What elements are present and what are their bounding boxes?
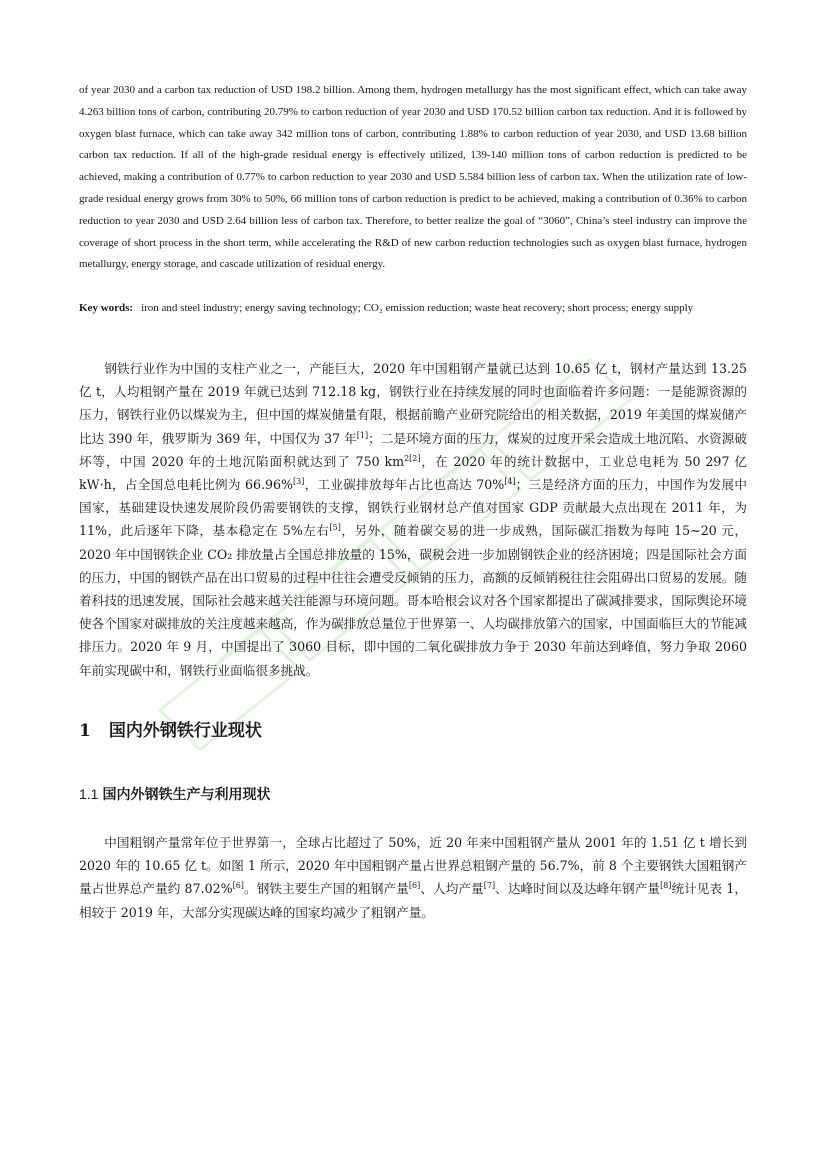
intro-paragraph xyxy=(79,357,747,682)
abstract-text: of year 2030 and a carbon tax reduction of USD 198.2 billion. Among them, hydrogen metallurgy has the most significant effect, which can take away 4.263 billion tons of carbon, contributing 20.79% to carbon reduction of year 2030 and USD 170.52 billion carbon tax reduction. And it is followed by oxygen blast furnace, which can take away 342 million tons of carbon, contributing 1.88% to carbon reduction of year 2030, and USD 13.68 billion carbon tax reduction. If all of the high-grade residual energy is effectively utilized, 139-140 million tons of carbon reduction is predicted to be achieved, making a contribution of 0.77% to carbon reduction to year 2030 and USD 5.584 billion less of carbon tax. When the utilization rate of low-grade residual energy grows from 30% to 50%, 66 million tons of carbon reduction is predict to be achieved, making a contribution of 0.36% to carbon reduction to year 2030 and USD 2.64 billion less of carbon tax. Therefore, to better realize the goal of “3060”, China’s steel industry can improve the coverage of short process in the short term, while accelerating the R&D of new carbon reduction technologies such as oxygen blast furnace, hydrogen metallurgy, energy storage, and cascade utilization of residual energy. xyxy=(79,84,747,271)
para2-seg4: 、达峰时间以及达峰年钢产量 xyxy=(495,881,661,897)
section-1-number: 1 xyxy=(79,721,91,741)
para2-seg3: 、人均产量 xyxy=(420,881,484,897)
citation-8[interactable]: [8] xyxy=(660,881,672,891)
keywords-text: iron and steel industry; energy saving technology; CO₂ emission reduction; waste heat recovery; short process; energy supply xyxy=(141,302,694,314)
citation-5[interactable]: [5] xyxy=(329,523,341,533)
keywords xyxy=(79,297,747,319)
citation-6[interactable]: [6] xyxy=(232,881,244,891)
intro-seg3: ，在 2020 年的统计数据中，工业总电耗为 50 297 亿 kW·h，占全国总电耗比例为 66.96% xyxy=(79,453,747,493)
section-1-1-number: 1.1 xyxy=(79,786,99,802)
intro-seg6: ，另外，随着碳交易的进一步成熟，国际碳汇指数为每吨 15~20 元，2020 年中国钢铁企业 CO₂ 排放量占全国总排放量的 15%，碳税会进一步加剧钢铁企业的经济困境；四是国际社会方面的压力，中国的钢铁产品在出口贸易的过程中往往会遭受反倾销的压力，高额的反倾销税往往会阻碍出口贸易的发展。随着科技的迅速发展，国际社会越来越关注能源与环境问题。哥本哈根会议对各个国家都提出了碳减排要求，国际舆论环境使各个国家对碳排放的关注度越来越高，作为碳排放总量位于世界第一、人均碳排放第六的国家，中国面临巨大的节能减排压力。2020 年 9 月，中国提出了 3060 目标，即中国的二氧化碳排放力争于 2030 年前达到峰值，努力争取 2060 年前实现碳中和，钢铁行业面临很多挑战。 xyxy=(79,523,748,678)
para2-seg5: 统计见表 1，相较于 2019 年，大部分实现碳达峰的国家均减少了粗钢产量。 xyxy=(79,881,748,920)
citation-4[interactable]: [4] xyxy=(504,476,516,486)
para2-seg2: 。钢铁主要生产国的粗钢产量 xyxy=(243,881,409,897)
section-1-1-heading xyxy=(79,784,270,804)
para2-seg1: 中国粗钢产量常年位于世界第一，全球占比超过了 50%，近 20 年来中国粗钢产量从 2001 年的 1.51 亿 t 增长到 2020 年的 10.65 亿 t。如图 1 所示，2020 年中国粗钢产量占世界总粗钢产量的 56.7%，前 8 个主要钢铁大国粗钢产量占世界总产量约 87.02% xyxy=(79,835,747,897)
citation-6b[interactable]: [6] xyxy=(408,881,421,891)
section-1-1-title: 国内外钢铁生产与利用现状 xyxy=(102,787,271,803)
intro-seg5: ；三是经济方面的压力，中国作为发展中国家，基础建设快速发展阶段仍需要钢铁的支撑，钢铁行业钢材总产值对国家 GDP 贡献最大点出现在 2011 年，为 11%，此后逐年下降，基本稳定在 5%左右 xyxy=(79,477,747,539)
intro-seg1: 钢铁行业作为中国的支柱产业之一，产能巨大，2020 年中国粗钢产量就已达到 10.65 亿 t，钢材产量达到 13.25 亿 t，人均粗钢产量在 2019 年就已达到 712.18 kg，钢铁行业在持续发展的同时也面临着许多问题：一是能源资源的压力，钢铁行业仍以煤炭为主，但中国的煤炭储量有限，根据前瞻产业研究院给出的相关数据，2019 年美国的煤炭储产比达 390 年，俄罗斯为 369 年，中国仅为 37 年 xyxy=(79,361,747,446)
intro-seg2: ；二是环境方面的压力，煤炭的过度开采会造成土地沉陷、水资源破坏等，中国 2020 年的土地沉陷面积就达到了 750 km xyxy=(79,430,748,469)
keywords-label: Key words: xyxy=(79,302,134,314)
section-1-1-paragraph xyxy=(79,831,747,924)
section-1-heading xyxy=(79,716,262,741)
section-1-title: 国内外钢铁行业现状 xyxy=(108,721,262,741)
citation-1[interactable]: [1] xyxy=(356,430,369,440)
intro-seg4: ，工业碳排放每年占比也高达 70% xyxy=(304,477,505,493)
citation-2[interactable]: 2[2] xyxy=(404,453,421,463)
citation-3[interactable]: [3] xyxy=(293,476,305,486)
citation-7[interactable]: [7] xyxy=(483,881,496,891)
